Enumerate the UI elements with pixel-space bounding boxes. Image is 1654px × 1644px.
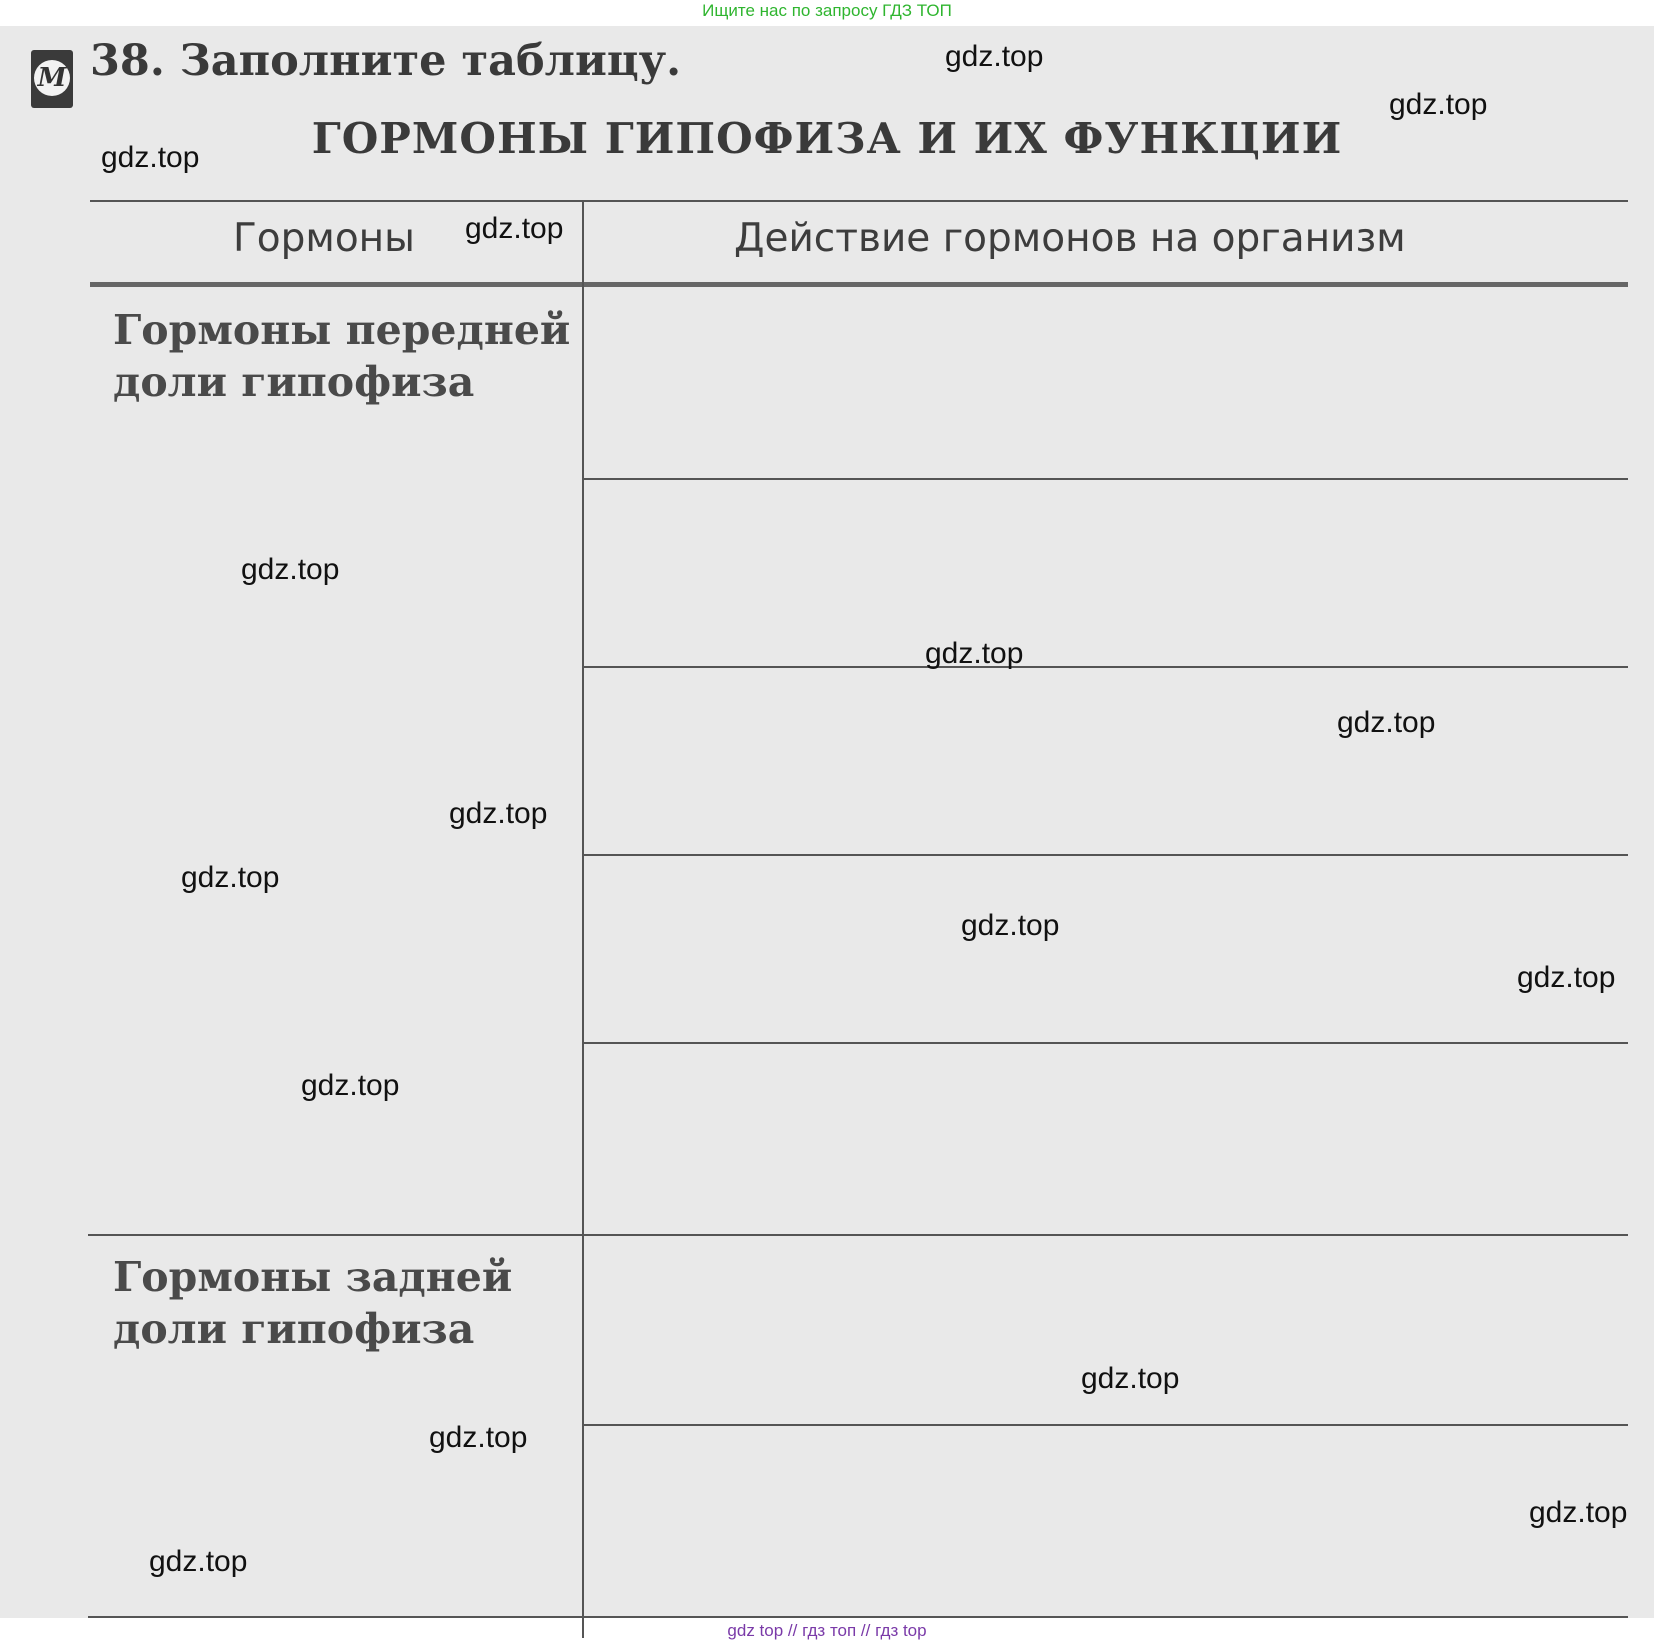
row-rule-1: [583, 478, 1628, 480]
watermark: gdz.top: [945, 40, 1044, 73]
watermark: gdz.top: [1337, 706, 1436, 739]
row-label-posterior-line1: Гормоны задней: [113, 1253, 513, 1301]
row-rule-5: [583, 1424, 1628, 1426]
watermark: gdz.top: [925, 637, 1024, 670]
column-header-hormones: Гормоны: [233, 216, 415, 261]
watermark: gdz.top: [149, 1545, 248, 1578]
row-label-posterior: [113, 1251, 512, 1355]
watermark: gdz.top: [961, 909, 1060, 942]
row-rule-4: [583, 1042, 1628, 1044]
watermark: gdz.top: [465, 212, 564, 245]
watermark: gdz.top: [301, 1069, 400, 1102]
column-divider: [582, 200, 584, 1638]
m-letter: M: [34, 60, 70, 96]
watermark: gdz.top: [429, 1421, 528, 1454]
watermark: gdz.top: [1517, 961, 1616, 994]
task-title: 38. Заполните таблицу.: [90, 36, 682, 86]
row-label-anterior: [113, 304, 570, 408]
table-top-rule: [90, 200, 1628, 202]
header-bottom-rule: [90, 282, 1628, 287]
watermark: gdz.top: [101, 141, 200, 174]
top-banner[interactable]: Ищите нас по запросу ГДЗ ТОП: [702, 1, 952, 20]
table-title: ГОРМОНЫ ГИПОФИЗА И ИХ ФУНКЦИИ: [311, 114, 1343, 163]
watermark: gdz.top: [1529, 1496, 1628, 1529]
row-label-anterior-line1: Гормоны передней: [113, 306, 571, 354]
workbook-page: [0, 26, 1654, 1618]
bottom-banner[interactable]: gdz top // гдз топ // гдз top: [727, 1621, 927, 1640]
watermark: gdz.top: [449, 797, 548, 830]
watermark: gdz.top: [181, 861, 280, 894]
row-rule-3: [583, 854, 1628, 856]
row-label-anterior-line2: доли гипофиза: [113, 358, 475, 406]
m-task-icon: [31, 50, 73, 108]
group-separator-rule: [88, 1234, 1628, 1236]
row-label-posterior-line2: доли гипофиза: [113, 1305, 475, 1353]
watermark: gdz.top: [241, 553, 340, 586]
column-header-action: Действие гормонов на организм: [734, 216, 1406, 261]
watermark: gdz.top: [1389, 88, 1488, 121]
watermark: gdz.top: [1081, 1362, 1180, 1395]
row-rule-2: [583, 666, 1628, 668]
